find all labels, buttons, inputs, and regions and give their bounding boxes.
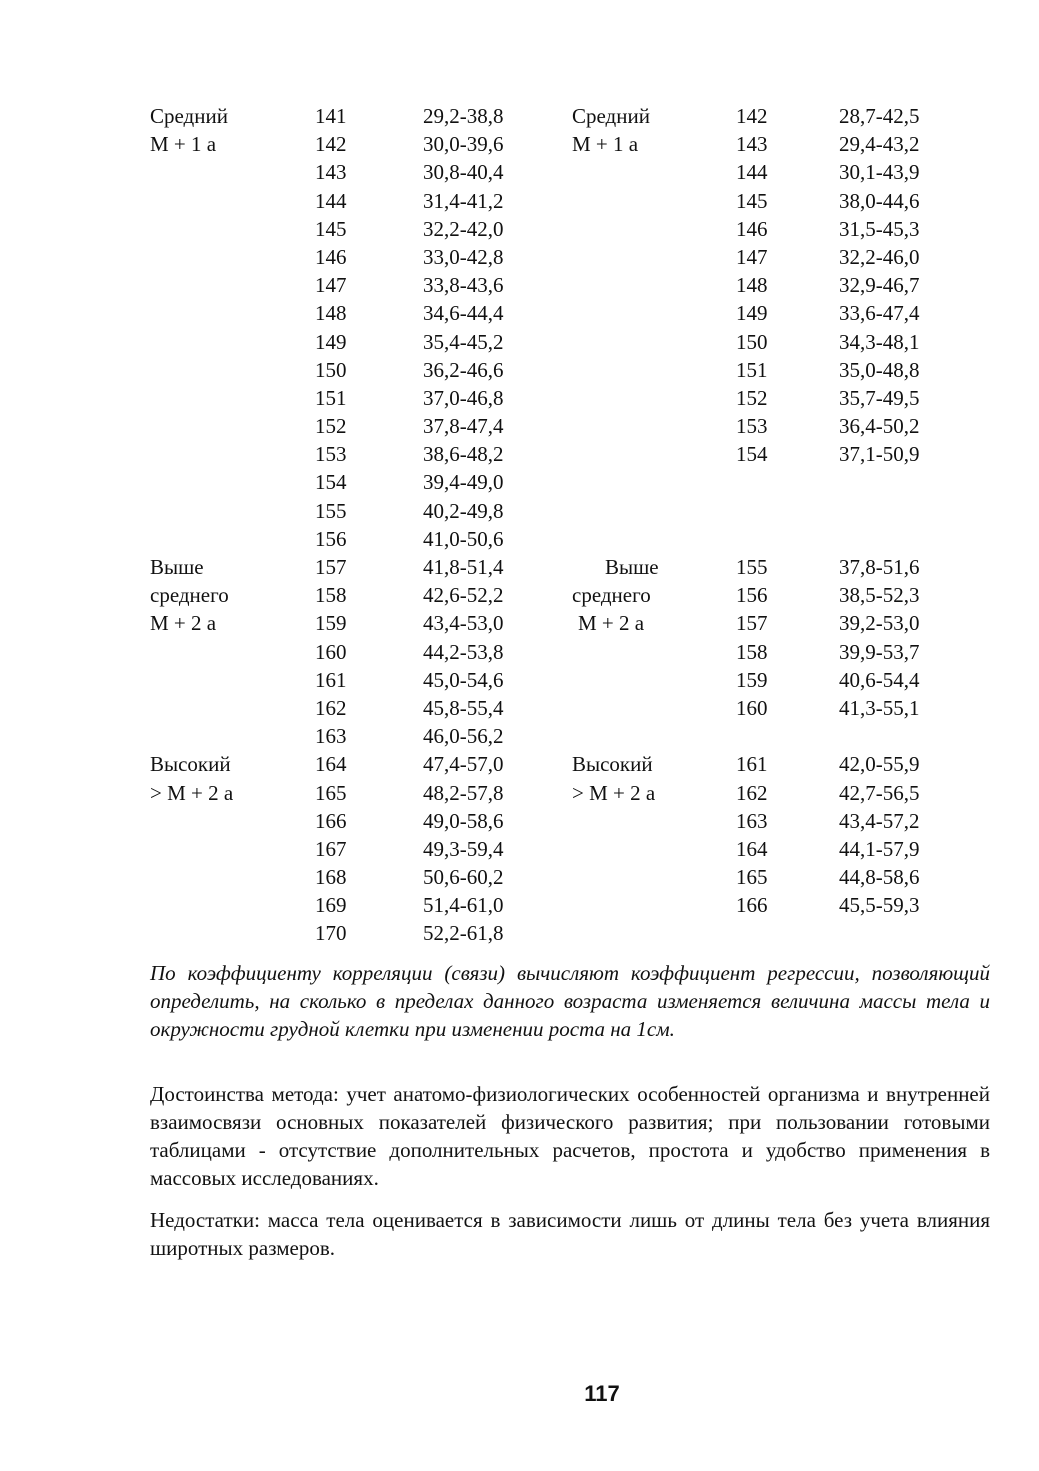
- right-level-cell: [572, 215, 736, 243]
- left-range-cell: 45,0-54,6: [423, 667, 504, 692]
- table-row: [150, 919, 959, 947]
- left-range-cell: 29,2-38,8: [423, 104, 504, 128]
- left-level-cell: > М + 2 а: [150, 780, 234, 805]
- table-row: [150, 750, 959, 778]
- left-range-cell: 33,0-42,8: [423, 244, 504, 269]
- left-level-cell: [150, 722, 315, 750]
- right-level-cell: Средний: [572, 104, 650, 128]
- left-height-cell: 153: [315, 442, 347, 467]
- left-range-cell: 39,4-49,0: [423, 470, 504, 495]
- left-range-cell: 41,8-51,4: [423, 555, 504, 579]
- right-level-cell: [572, 412, 736, 440]
- left-level-cell: [150, 638, 315, 666]
- right-level-cell: [572, 468, 736, 496]
- right-level-cell: [572, 187, 736, 215]
- right-range-cell: 43,4-57,2: [839, 808, 920, 833]
- left-height-cell: 144: [315, 188, 347, 213]
- right-height-cell: [736, 722, 839, 750]
- left-range-cell: 43,4-53,0: [423, 611, 504, 636]
- left-height-cell: 149: [315, 329, 347, 354]
- right-level-cell: [572, 356, 736, 384]
- left-range-cell: 52,2-61,8: [423, 921, 504, 946]
- table-row: [150, 891, 959, 919]
- right-level-cell: [572, 525, 736, 553]
- right-range-cell: 29,4-43,2: [839, 132, 920, 157]
- right-level-cell: [572, 722, 736, 750]
- left-height-cell: 152: [315, 414, 347, 439]
- right-height-cell: 144: [736, 160, 768, 185]
- right-level-cell: [572, 243, 736, 271]
- table-row: [150, 525, 959, 553]
- left-level-cell: [150, 271, 315, 299]
- right-range-cell: 35,0-48,8: [839, 357, 920, 382]
- table-row: [150, 243, 959, 271]
- left-range-cell: 45,8-55,4: [423, 695, 504, 720]
- right-height-cell: 164: [736, 836, 768, 861]
- left-range-cell: 32,2-42,0: [423, 216, 504, 241]
- left-height-cell: 145: [315, 216, 347, 241]
- left-height-cell: 165: [315, 780, 347, 805]
- left-height-cell: 143: [315, 160, 347, 185]
- left-range-cell: 30,0-39,6: [423, 132, 504, 157]
- left-height-cell: 164: [315, 752, 347, 777]
- left-range-cell: 40,2-49,8: [423, 498, 504, 523]
- right-level-cell: [572, 863, 736, 891]
- table-row: [150, 412, 959, 440]
- left-level-cell: [150, 187, 315, 215]
- left-height-cell: 156: [315, 526, 347, 551]
- right-height-cell: 151: [736, 357, 768, 382]
- table-row: [150, 581, 959, 609]
- right-range-cell: 42,0-55,9: [839, 752, 920, 777]
- left-range-cell: 44,2-53,8: [423, 639, 504, 664]
- table-row: [150, 130, 959, 158]
- left-level-cell: [150, 356, 315, 384]
- table-row: [150, 722, 959, 750]
- right-level-cell: [572, 497, 736, 525]
- left-level-cell: [150, 243, 315, 271]
- left-height-cell: 141: [315, 104, 347, 128]
- right-height-cell: 142: [736, 104, 768, 128]
- left-height-cell: 163: [315, 724, 347, 749]
- table-row: [150, 299, 959, 327]
- right-range-cell: 32,9-46,7: [839, 273, 920, 298]
- table-row: [150, 187, 959, 215]
- left-height-cell: 170: [315, 921, 347, 946]
- left-range-cell: 31,4-41,2: [423, 188, 504, 213]
- right-height-cell: 163: [736, 808, 768, 833]
- right-height-cell: 147: [736, 244, 768, 269]
- right-level-cell: [572, 694, 736, 722]
- table-row: [150, 638, 959, 666]
- left-level-cell: [150, 215, 315, 243]
- regression-note: По коэффициенту корреляции (связи) вычисляют коэффициент регрессии, позволяющий определить, на сколько в пределах данного возраста изменяется величина массы тела и окружности грудной клетки при изменении роста на 1см.: [150, 961, 990, 1041]
- left-level-cell: [150, 328, 315, 356]
- left-level-cell: [150, 158, 315, 186]
- right-range-cell: [839, 468, 959, 496]
- standards-table: [150, 102, 959, 948]
- right-range-cell: 36,4-50,2: [839, 414, 920, 439]
- table-row: [150, 356, 959, 384]
- right-height-cell: 158: [736, 639, 768, 664]
- right-height-cell: [736, 525, 839, 553]
- table-row: [150, 835, 959, 863]
- right-height-cell: 157: [736, 611, 768, 636]
- right-range-cell: 42,7-56,5: [839, 780, 920, 805]
- left-level-cell: Выше: [150, 555, 204, 579]
- right-height-cell: 159: [736, 667, 768, 692]
- table-row: [150, 468, 959, 496]
- right-level-cell: М + 1 а: [572, 132, 639, 157]
- left-level-cell: [150, 666, 315, 694]
- left-level-cell: Высокий: [150, 752, 231, 777]
- right-height-cell: 155: [736, 555, 768, 579]
- right-level-cell: Выше: [605, 555, 659, 579]
- left-level-cell: [150, 807, 315, 835]
- right-level-cell: [572, 666, 736, 694]
- right-level-cell: [572, 835, 736, 863]
- right-height-cell: 153: [736, 414, 768, 439]
- right-height-cell: 149: [736, 301, 768, 326]
- right-range-cell: 40,6-54,4: [839, 667, 920, 692]
- right-level-cell: среднего: [572, 583, 651, 608]
- left-range-cell: 38,6-48,2: [423, 442, 504, 467]
- right-range-cell: 31,5-45,3: [839, 216, 920, 241]
- right-level-cell: [572, 919, 736, 947]
- right-level-cell: [572, 384, 736, 412]
- right-height-cell: [736, 497, 839, 525]
- left-level-cell: [150, 299, 315, 327]
- table-row: [150, 384, 959, 412]
- right-range-cell: 39,9-53,7: [839, 639, 920, 664]
- left-level-cell: Средний: [150, 104, 228, 128]
- right-height-cell: 146: [736, 216, 768, 241]
- left-height-cell: 150: [315, 357, 347, 382]
- right-range-cell: 37,8-51,6: [839, 555, 920, 579]
- table-row: [150, 666, 959, 694]
- table-row: [150, 863, 959, 891]
- table-row: [150, 553, 959, 581]
- table-row: [150, 271, 959, 299]
- left-level-cell: [150, 440, 315, 468]
- right-height-cell: 154: [736, 442, 768, 467]
- left-range-cell: 49,3-59,4: [423, 836, 504, 861]
- right-height-cell: 162: [736, 780, 768, 805]
- right-height-cell: 148: [736, 273, 768, 298]
- page-number: 117: [584, 1381, 620, 1406]
- left-height-cell: 157: [315, 555, 347, 579]
- left-height-cell: 159: [315, 611, 347, 636]
- left-level-cell: [150, 468, 315, 496]
- right-height-cell: [736, 919, 839, 947]
- left-level-cell: [150, 694, 315, 722]
- right-level-cell: [572, 440, 736, 468]
- left-height-cell: 161: [315, 667, 347, 692]
- table-row: [150, 779, 959, 807]
- right-range-cell: 39,2-53,0: [839, 611, 920, 636]
- left-range-cell: 48,2-57,8: [423, 780, 504, 805]
- table-row: [150, 609, 959, 637]
- left-range-cell: 37,0-46,8: [423, 385, 504, 410]
- right-level-cell: [572, 158, 736, 186]
- left-level-cell: [150, 891, 315, 919]
- table-row: [150, 497, 959, 525]
- right-level-cell: [572, 891, 736, 919]
- right-range-cell: [839, 525, 959, 553]
- left-range-cell: 41,0-50,6: [423, 526, 504, 551]
- left-range-cell: 35,4-45,2: [423, 329, 504, 354]
- right-level-cell: [572, 299, 736, 327]
- disadvantages-paragraph: Недостатки: масса тела оценивается в зависимости лишь от длины тела без учета влияния широтных размеров.: [150, 1208, 990, 1260]
- left-range-cell: 37,8-47,4: [423, 414, 504, 439]
- left-height-cell: 148: [315, 301, 347, 326]
- left-level-cell: [150, 835, 315, 863]
- right-height-cell: 156: [736, 583, 768, 608]
- right-range-cell: 33,6-47,4: [839, 301, 920, 326]
- right-level-cell: > М + 2 а: [572, 780, 656, 805]
- table-row: [150, 102, 959, 130]
- table-row: [150, 807, 959, 835]
- left-level-cell: [150, 412, 315, 440]
- left-height-cell: 147: [315, 273, 347, 298]
- left-level-cell: [150, 384, 315, 412]
- right-height-cell: 166: [736, 893, 768, 918]
- right-height-cell: 160: [736, 695, 768, 720]
- left-range-cell: 46,0-56,2: [423, 724, 504, 749]
- left-range-cell: 30,8-40,4: [423, 160, 504, 185]
- left-height-cell: 166: [315, 808, 347, 833]
- right-range-cell: 45,5-59,3: [839, 893, 920, 918]
- right-range-cell: 38,5-52,3: [839, 583, 920, 608]
- table-row: [150, 328, 959, 356]
- right-height-cell: 145: [736, 188, 768, 213]
- advantages-paragraph: Достоинства метода: учет анатомо-физиологических особенностей организма и внутренней взаимосвязи основных показателей физического развития; при пользовании готовыми таблицами - отсутствие дополнительных расчетов, простота и удобство применения в массовых исследованиях.: [150, 1082, 990, 1190]
- table-row: [150, 215, 959, 243]
- table-row: [150, 158, 959, 186]
- right-range-cell: 34,3-48,1: [839, 329, 920, 354]
- left-height-cell: 168: [315, 865, 347, 890]
- right-range-cell: 38,0-44,6: [839, 188, 920, 213]
- left-height-cell: 167: [315, 836, 347, 861]
- right-range-cell: 44,1-57,9: [839, 836, 920, 861]
- left-height-cell: 162: [315, 695, 347, 720]
- left-range-cell: 51,4-61,0: [423, 893, 504, 918]
- right-level-cell: [572, 807, 736, 835]
- right-height-cell: 143: [736, 132, 768, 157]
- right-range-cell: [839, 497, 959, 525]
- right-height-cell: 161: [736, 752, 768, 777]
- table-row: [150, 694, 959, 722]
- right-range-cell: 41,3-55,1: [839, 695, 920, 720]
- right-range-cell: 37,1-50,9: [839, 442, 920, 467]
- right-height-cell: 152: [736, 385, 768, 410]
- left-level-cell: М + 1 а: [150, 132, 217, 157]
- left-range-cell: 36,2-46,6: [423, 357, 504, 382]
- right-height-cell: 165: [736, 865, 768, 890]
- left-level-cell: [150, 497, 315, 525]
- right-level-cell: Высокий: [572, 752, 653, 777]
- left-height-cell: 151: [315, 385, 347, 410]
- right-height-cell: [736, 468, 839, 496]
- left-height-cell: 158: [315, 583, 347, 608]
- table-row: [150, 440, 959, 468]
- left-height-cell: 169: [315, 893, 347, 918]
- left-level-cell: М + 2 а: [150, 611, 217, 636]
- left-level-cell: среднего: [150, 583, 229, 608]
- left-level-cell: [150, 525, 315, 553]
- right-level-cell: М + 2 а: [578, 611, 645, 636]
- left-range-cell: 34,6-44,4: [423, 301, 504, 326]
- right-range-cell: [839, 722, 959, 750]
- right-level-cell: [572, 328, 736, 356]
- left-height-cell: 155: [315, 498, 347, 523]
- right-range-cell: 28,7-42,5: [839, 104, 920, 128]
- right-range-cell: 35,7-49,5: [839, 385, 920, 410]
- right-level-cell: [572, 271, 736, 299]
- left-height-cell: 142: [315, 132, 347, 157]
- right-level-cell: [572, 638, 736, 666]
- right-range-cell: [839, 919, 959, 947]
- left-range-cell: 49,0-58,6: [423, 808, 504, 833]
- left-level-cell: [150, 863, 315, 891]
- right-range-cell: 32,2-46,0: [839, 244, 920, 269]
- left-range-cell: 47,4-57,0: [423, 752, 504, 777]
- left-height-cell: 154: [315, 470, 347, 495]
- left-height-cell: 160: [315, 639, 347, 664]
- left-range-cell: 50,6-60,2: [423, 865, 504, 890]
- left-range-cell: 33,8-43,6: [423, 273, 504, 298]
- left-level-cell: [150, 919, 315, 947]
- right-range-cell: 44,8-58,6: [839, 865, 920, 890]
- right-height-cell: 150: [736, 329, 768, 354]
- left-range-cell: 42,6-52,2: [423, 583, 504, 608]
- left-height-cell: 146: [315, 244, 347, 269]
- right-range-cell: 30,1-43,9: [839, 160, 920, 185]
